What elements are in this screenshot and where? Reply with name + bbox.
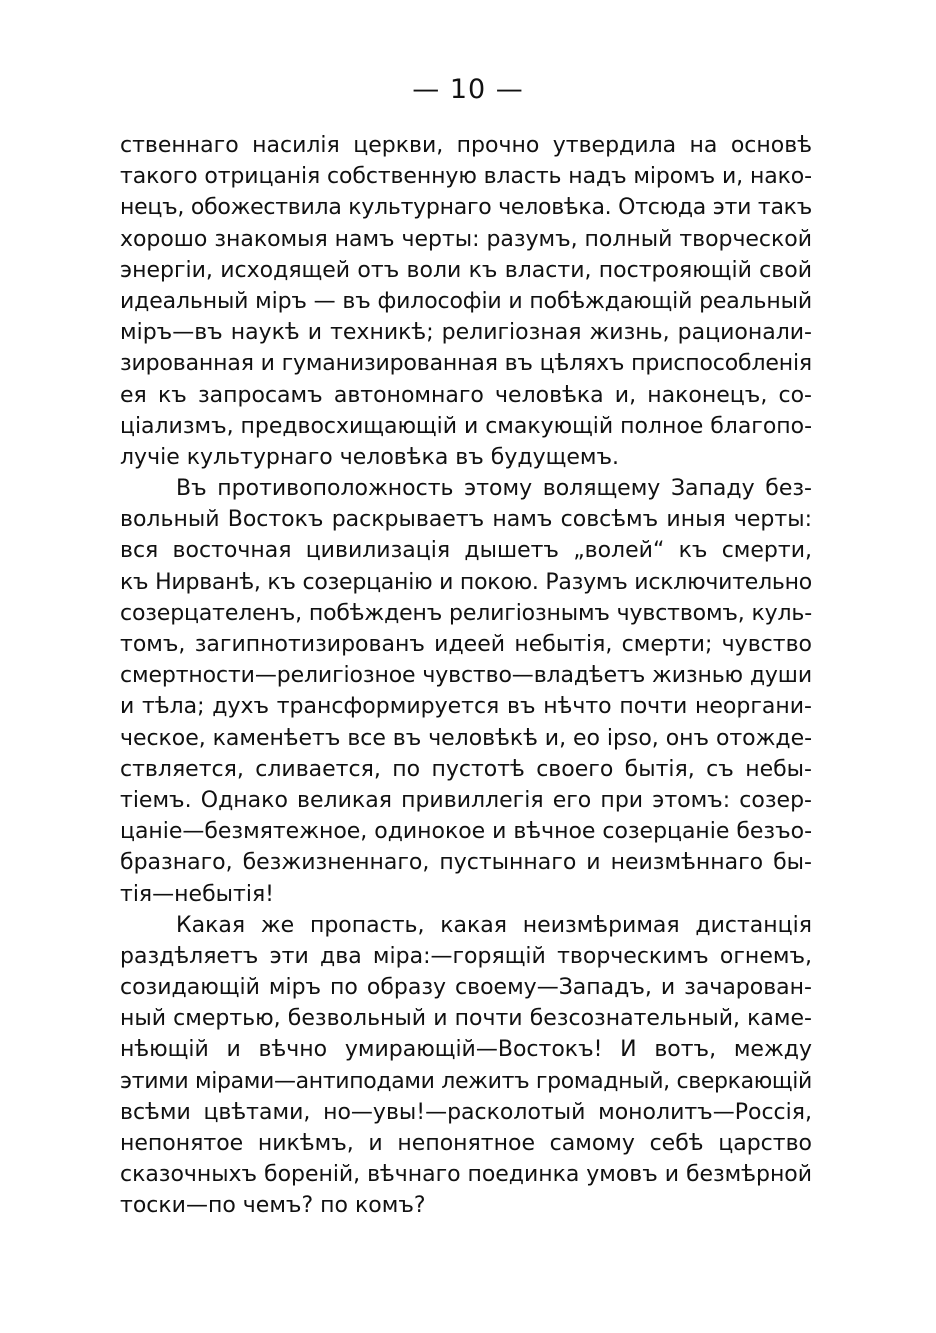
- text-line: ствляется, сливается, по пустотѣ своего бытія, съ небы-: [120, 756, 812, 782]
- text-line: Въ противоположность этому волящему Западу без-: [176, 476, 812, 502]
- text-line: раздѣляетъ эти два міра:—горящій творческимъ огнемъ,: [120, 943, 812, 969]
- text-line: созерцателенъ, побѣжденъ религіознымъ чувствомъ, куль-: [120, 600, 812, 626]
- paragraph-2: [120, 473, 812, 910]
- text-line: лучіе культурнаго человѣка въ будущемъ.: [120, 444, 620, 470]
- text-line: тія—небытія!: [120, 881, 274, 907]
- text-line: ственнаго насилія церкви, прочно утвердила на основѣ: [120, 133, 812, 158]
- text-line: Какая же пропасть, какая неизмѣримая дистанція: [176, 912, 812, 938]
- text-line: сказочныхъ бореній, вѣчнаго поединка умовъ и безмѣрной: [120, 1162, 812, 1188]
- text-line: ея къ запросамъ автономнаго человѣка и, наконецъ, со-: [120, 382, 812, 408]
- text-line: и тѣла; духъ трансформируется въ нѣчто почти неоргани-: [120, 694, 812, 720]
- text-line: непонятое никѣмъ, и непонятное самому себѣ царство: [120, 1131, 812, 1156]
- text-line: созидающій міръ по образу своему—Западъ, и зачарован-: [120, 975, 812, 1001]
- paragraph-1: [120, 130, 812, 473]
- text-line: хорошо знакомыя намъ черты: разумъ, полный творческой: [120, 226, 812, 252]
- text-line: тіемъ. Однако великая привиллегія его при этомъ: созер-: [120, 787, 812, 813]
- text-line: энергіи, исходящей отъ воли къ власти, построяющій свой: [120, 257, 812, 283]
- text-line: ческое, каменѣетъ все въ человѣкѣ и, eo ipso, онъ отожде-: [120, 725, 812, 751]
- text-line: идеальный міръ — въ философіи и побѣждающій реальный: [120, 288, 812, 314]
- body-text: [120, 130, 812, 1222]
- text-line: цаніе—безмятежное, одинокое и вѣчное созерцаніе безъо-: [120, 819, 812, 845]
- text-line: бразнаго, безжизненнаго, пустыннаго и неизмѣннаго бы-: [120, 850, 812, 876]
- text-line: нѣющій и вѣчно умирающій—Востокъ! И вотъ, между: [120, 1037, 812, 1063]
- text-line: смертности—религіозное чувство—владѣетъ жизнью души: [120, 663, 812, 689]
- text-line: къ Нирванѣ, къ созерцанію и покою. Разумъ исключительно: [120, 569, 812, 595]
- text-line: ный смертью, безвольный и почти безсознательный, каме-: [120, 1006, 812, 1032]
- text-line: томъ, загипнотизированъ идеей небытія, смерти; чувство: [120, 632, 812, 657]
- paragraph-3: [120, 910, 812, 1222]
- text-line: ціализмъ, предвосхищающій и смакующій полное благопо-: [120, 413, 812, 439]
- text-line: всѣми цвѣтами, но—увы!—расколотый монолитъ—Россія,: [120, 1099, 812, 1125]
- text-line: вся восточная цивилизація дышетъ „волей“ къ смерти,: [120, 538, 812, 564]
- text-line: тоски—по чемъ? по комъ?: [120, 1193, 426, 1219]
- text-line: нецъ, обожествила культурнаго человѣка. Отсюда эти такъ: [120, 195, 812, 221]
- text-line: этими мірами—антиподами лежитъ громадный, сверкающій: [120, 1068, 812, 1094]
- text-line: вольный Востокъ раскрываетъ намъ совсѣмъ иныя черты:: [120, 507, 812, 533]
- text-line: зированная и гуманизированная въ цѣляхъ приспособленія: [120, 351, 812, 377]
- page-number: — 10 —: [412, 74, 524, 105]
- text-line: міръ—въ наукѣ и техникѣ; религіозная жизнь, рационали-: [120, 320, 812, 346]
- text-line: такого отрицанія собственную власть надъ міромъ и, нако-: [120, 164, 812, 190]
